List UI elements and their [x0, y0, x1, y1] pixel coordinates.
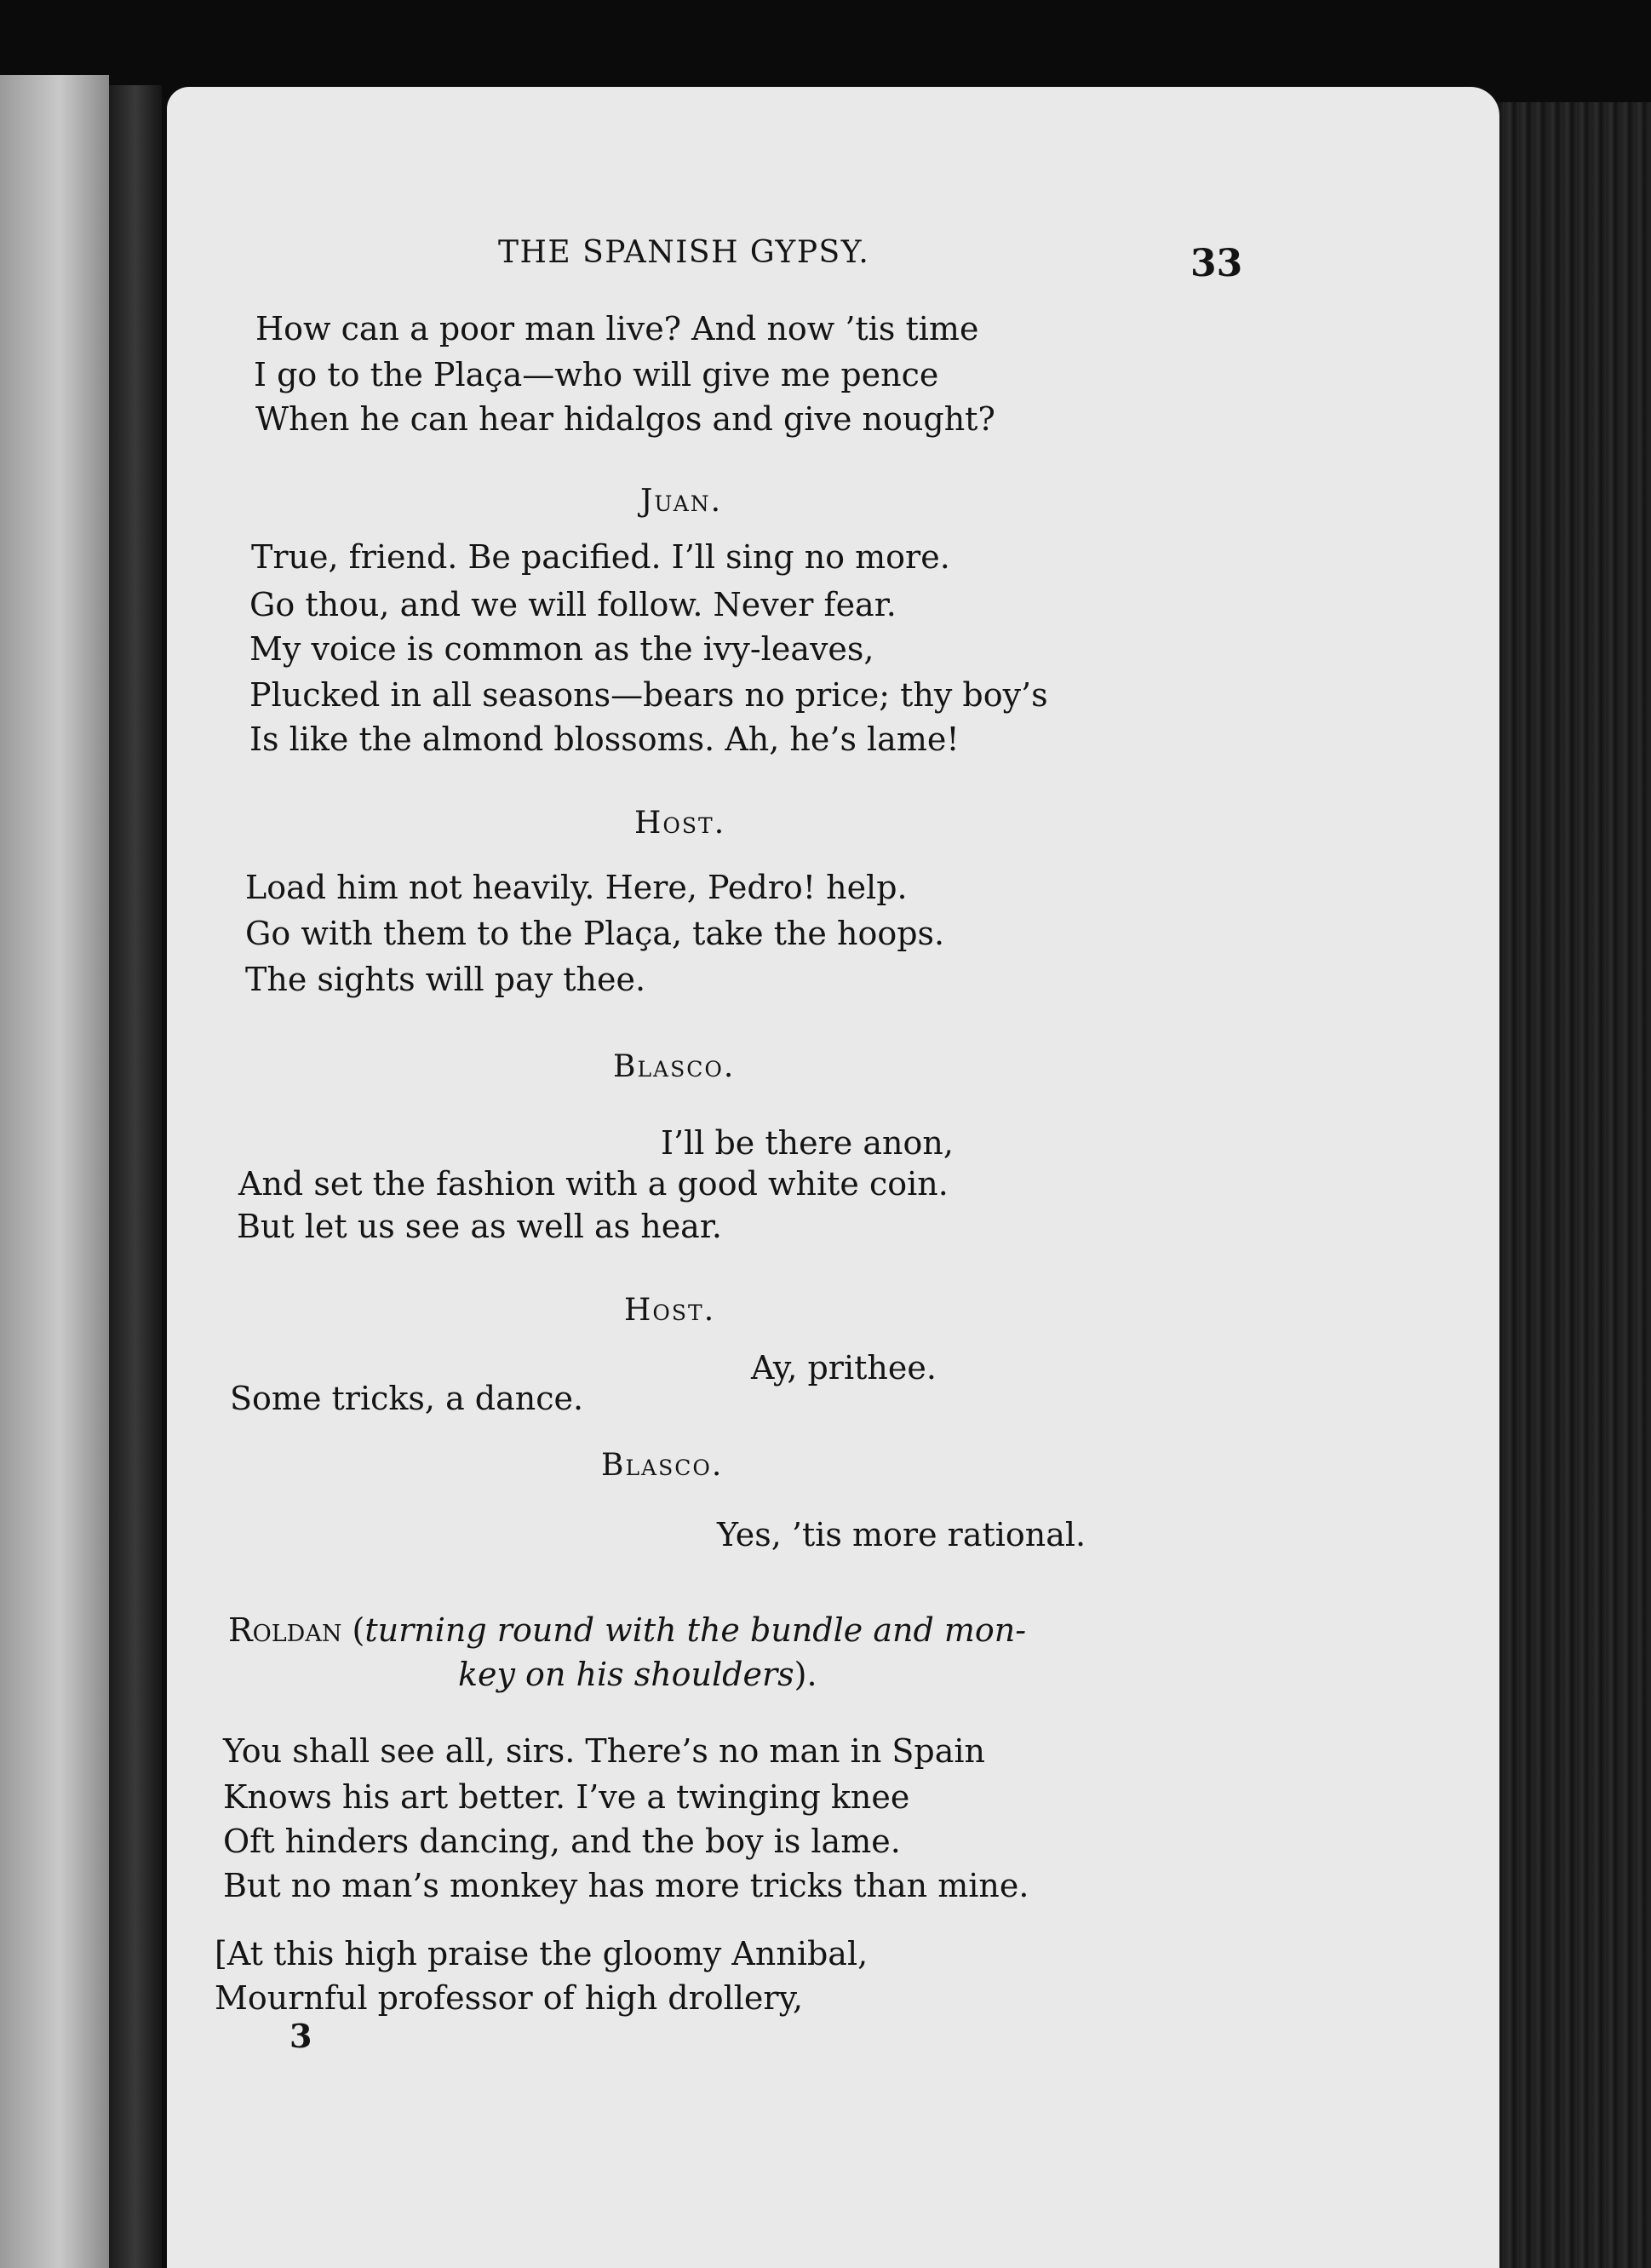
- verse-line: When he can hear hidalgos and give nought?: [255, 400, 995, 438]
- verse-line: The sights will pay thee.: [245, 961, 646, 998]
- speaker-name: Host.: [624, 1293, 716, 1328]
- verse-line: You shall see all, sirs. There’s no man in Spain: [223, 1732, 986, 1770]
- stage-direction-text: key on his shoulders: [458, 1656, 794, 1693]
- verse-line: Load him not heavily. Here, Pedro! help.: [245, 869, 908, 906]
- stage-direction-line: key on his shoulders).: [458, 1656, 817, 1693]
- verse-line: Oft hinders dancing, and the boy is lame.: [223, 1823, 901, 1860]
- page-stack-edge: [1490, 102, 1651, 2268]
- facing-page-edge: [0, 75, 109, 2268]
- signature-mark: 3: [289, 2017, 312, 2055]
- verse-line: I go to the Plaça—who will give me pence: [254, 356, 939, 393]
- verse-line: Plucked in all seasons—bears no price; thy boy’s: [249, 676, 1048, 714]
- verse-line: Ay, prithee.: [751, 1349, 937, 1387]
- verse-line: How can a poor man live? And now ’tis time: [255, 310, 979, 347]
- verse-line: Is like the almond blossoms. Ah, he’s lame!: [249, 721, 960, 758]
- speaker-name: Juan.: [640, 484, 723, 519]
- verse-line: Go with them to the Plaça, take the hoops.: [245, 915, 945, 952]
- verse-line: Yes, ’tis more rational.: [717, 1516, 1086, 1553]
- speaker-name: Roldan: [228, 1611, 342, 1649]
- stage-direction-text: turning round with the bundle and mon-: [364, 1611, 1027, 1649]
- verse-line: And set the fashion with a good white coin.: [238, 1165, 949, 1203]
- verse-line: But let us see as well as hear.: [237, 1208, 722, 1245]
- verse-line: [At this high praise the gloomy Annibal,: [215, 1935, 868, 1972]
- speaker-name: Blasco.: [601, 1448, 724, 1483]
- book-gutter: [109, 85, 162, 2268]
- verse-line: True, friend. Be pacified. I’ll sing no more.: [251, 538, 950, 576]
- speaker-name: Host.: [634, 806, 726, 841]
- verse-line: Mournful professor of high drollery,: [215, 1979, 804, 2017]
- verse-line: Go thou, and we will follow. Never fear.: [249, 586, 897, 623]
- verse-line: I’ll be there anon,: [661, 1124, 954, 1162]
- stage-direction-line: Roldan (turning round with the bundle and mon-: [228, 1611, 1027, 1649]
- verse-line: Some tricks, a dance.: [230, 1380, 584, 1417]
- page-number: 33: [1190, 242, 1243, 285]
- verse-line: My voice is common as the ivy-leaves,: [249, 630, 874, 668]
- verse-line: Knows his art better. I’ve a twinging knee: [223, 1778, 910, 1816]
- running-title: THE SPANISH GYPSY.: [498, 235, 870, 270]
- speaker-name: Blasco.: [613, 1049, 736, 1084]
- verse-line: But no man’s monkey has more tricks than mine.: [223, 1867, 1029, 1904]
